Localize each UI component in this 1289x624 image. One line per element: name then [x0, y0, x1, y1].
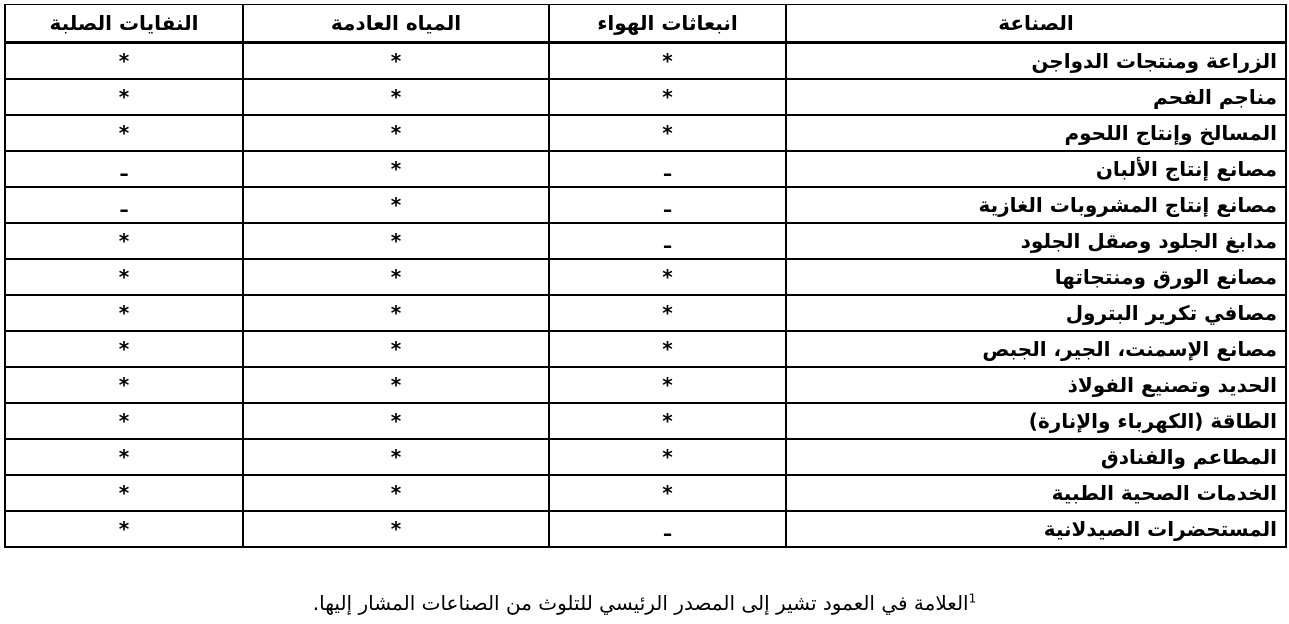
- cell-industry: المسالخ وإنتاج اللحوم: [786, 115, 1286, 151]
- cell-solid-waste: *: [5, 403, 243, 439]
- cell-solid-waste: *: [5, 511, 243, 547]
- pollution-sources-table-container: [4, 4, 1285, 548]
- cell-air-emissions: *: [549, 367, 786, 403]
- footnote-marker: 1: [968, 591, 977, 606]
- table-body: [5, 43, 1286, 548]
- table-row: [5, 403, 1286, 439]
- cell-solid-waste: *: [5, 331, 243, 367]
- cell-industry: الحديد وتصنيع الفولاذ: [786, 367, 1286, 403]
- table-row: [5, 475, 1286, 511]
- cell-industry: مصانع الورق ومنتجاتها: [786, 259, 1286, 295]
- pollution-sources-table: [4, 4, 1287, 548]
- cell-solid-waste: *: [5, 115, 243, 151]
- cell-solid-waste: *: [5, 295, 243, 331]
- header-row: [5, 5, 1286, 43]
- table-row: [5, 43, 1286, 80]
- cell-industry: الطاقة (الكهرباء والإنارة): [786, 403, 1286, 439]
- cell-wastewater: *: [243, 367, 549, 403]
- cell-air-emissions: *: [549, 331, 786, 367]
- cell-solid-waste: *: [5, 259, 243, 295]
- header-wastewater: المياه العادمة: [243, 5, 549, 43]
- table-row: [5, 79, 1286, 115]
- cell-wastewater: *: [243, 115, 549, 151]
- cell-air-emissions: *: [549, 439, 786, 475]
- table-row: [5, 367, 1286, 403]
- cell-air-emissions: *: [549, 115, 786, 151]
- header-air-emissions: انبعاثات الهواء: [549, 5, 786, 43]
- header-solid-waste: النفايات الصلبة: [5, 5, 243, 43]
- cell-wastewater: *: [243, 439, 549, 475]
- cell-air-emissions: *: [549, 259, 786, 295]
- table-row: [5, 259, 1286, 295]
- cell-industry: الزراعة ومنتجات الدواجن: [786, 43, 1286, 80]
- cell-industry: مصانع الإسمنت، الجير، الجبص: [786, 331, 1286, 367]
- cell-industry: الخدمات الصحية الطبية: [786, 475, 1286, 511]
- cell-wastewater: *: [243, 223, 549, 259]
- cell-solid-waste: *: [5, 367, 243, 403]
- table-row: [5, 151, 1286, 187]
- cell-wastewater: *: [243, 331, 549, 367]
- footnote-text: العلامة في العمود تشير إلى المصدر الرئيسي للتلوث من الصناعات المشار إليها.: [312, 591, 969, 615]
- cell-air-emissions: ـ: [549, 151, 786, 187]
- cell-industry: المستحضرات الصيدلانية: [786, 511, 1286, 547]
- cell-air-emissions: *: [549, 43, 786, 80]
- cell-solid-waste: *: [5, 475, 243, 511]
- table-header: [5, 5, 1286, 43]
- cell-wastewater: *: [243, 43, 549, 80]
- cell-air-emissions: ـ: [549, 223, 786, 259]
- cell-wastewater: *: [243, 295, 549, 331]
- cell-solid-waste: *: [5, 79, 243, 115]
- cell-industry: مصانع إنتاج المشروبات الغازية: [786, 187, 1286, 223]
- cell-air-emissions: *: [549, 403, 786, 439]
- cell-wastewater: *: [243, 259, 549, 295]
- cell-industry: المطاعم والفنادق: [786, 439, 1286, 475]
- cell-air-emissions: *: [549, 295, 786, 331]
- table-row: [5, 187, 1286, 223]
- cell-solid-waste: ـ: [5, 187, 243, 223]
- cell-wastewater: *: [243, 79, 549, 115]
- cell-industry: مناجم الفحم: [786, 79, 1286, 115]
- cell-solid-waste: *: [5, 439, 243, 475]
- cell-air-emissions: ـ: [549, 511, 786, 547]
- cell-air-emissions: *: [549, 475, 786, 511]
- cell-industry: مصافي تكرير البترول: [786, 295, 1286, 331]
- cell-industry: مدابغ الجلود وصقل الجلود: [786, 223, 1286, 259]
- cell-wastewater: *: [243, 151, 549, 187]
- table-row: [5, 295, 1286, 331]
- cell-wastewater: *: [243, 187, 549, 223]
- cell-air-emissions: *: [549, 79, 786, 115]
- footnote: [4, 588, 1285, 618]
- cell-wastewater: *: [243, 403, 549, 439]
- table-row: [5, 511, 1286, 547]
- cell-industry: مصانع إنتاج الألبان: [786, 151, 1286, 187]
- cell-solid-waste: *: [5, 223, 243, 259]
- cell-solid-waste: *: [5, 43, 243, 80]
- cell-wastewater: *: [243, 511, 549, 547]
- cell-wastewater: *: [243, 475, 549, 511]
- cell-air-emissions: ـ: [549, 187, 786, 223]
- header-industry: الصناعة: [786, 5, 1286, 43]
- table-row: [5, 439, 1286, 475]
- table-row: [5, 331, 1286, 367]
- table-row: [5, 115, 1286, 151]
- cell-solid-waste: ـ: [5, 151, 243, 187]
- table-row: [5, 223, 1286, 259]
